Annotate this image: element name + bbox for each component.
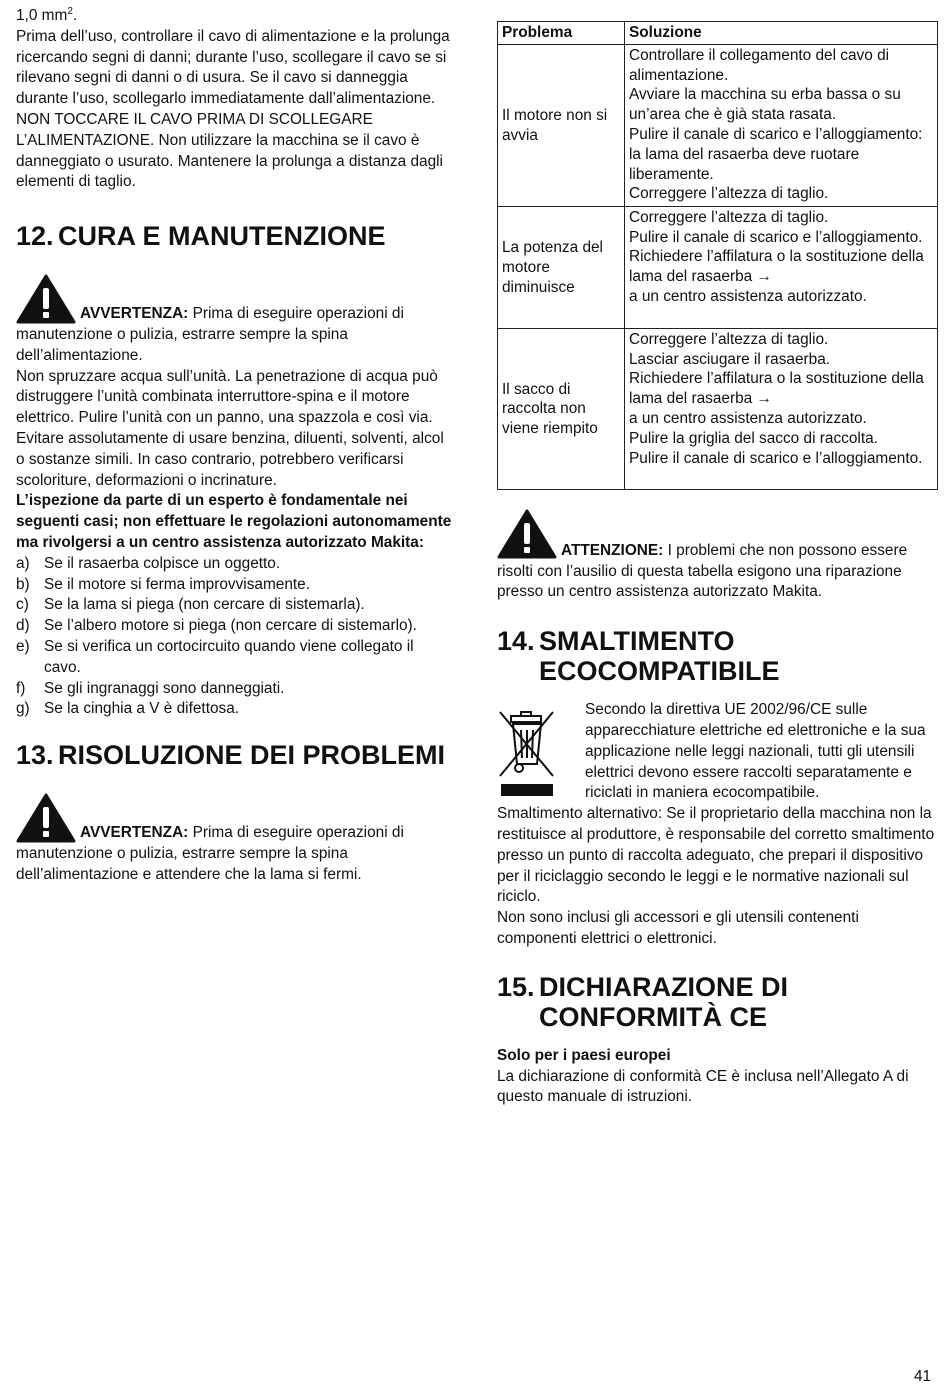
section-15-subhead: Solo per i paesi europei [497,1046,671,1064]
list-item: f) Se gli ingranaggi sono danneggiati. [16,679,285,697]
inspection-list [16,554,454,720]
list-item: c) Se la lama si piega (non cercare di sistemarla). [16,596,365,614]
section-12-p1: Non spruzzare acqua sull’unità. La penetrazione di acqua può distruggere l’unità combinata interruttore-spina e il motore elettrico. Pulire l’unità con un panno, una spazzola e così via. [16,367,438,427]
list-item: b) Se il motore si ferma improvvisamente. [16,575,310,593]
crossed-bin-icon [497,706,557,798]
list-item: g) Se la cinghia a V è difettosa. [16,700,240,718]
section-12-bold-paragraph: L’ispezione da parte di un esperto è fondamentale nei seguenti casi; non effettuare le regolazioni autonomamente ma rivolgersi a un centro assistenza autorizzato Makita: [16,492,452,551]
solution-cell: Controllare il collegamento del cavo di alimentazione. Avviare la macchina su erba bassa o su un’area che è già stata rasata. Pulire il canale di scarico e l’alloggiamento: la lama del rasaerba deve ruotare liberamente. Correggere l’altezza di taglio. [625,44,938,206]
table-row [498,328,938,489]
page-number: 41 [914,1368,932,1385]
left-column [16,6,454,886]
solution-cell: Correggere l’altezza di taglio. Lasciar asciugare il rasaerba. Richiedere l’affilatura o la sostituzione della lama del rasaerba → a un centro assistenza autorizzato. Pulire la griglia del sacco di raccolta. Pulire il canale di scarico e l’alloggiamento. [625,328,938,489]
intro-paragraph: Prima dell’uso, controllare il cavo di alimentazione e la prolunga ricercando segni di danni; durante l’uso, scollegare il cavo se si rilevano segni di danni o di usura. Se il cavo si danneggia durante l’uso, scollegarlo immediatamente dall’alimentazione. NON TOCCARE IL CAVO PRIMA DI SCOLLEGARE L’ALIMENTAZIONE. Non utilizzare la macchina se il cavo è danneggiato o usurato. Mantenere la prolunga a distanza dagli elementi di taglio. [16,27,450,191]
problem-cell: La potenza del motore diminuisce [498,206,625,328]
section-12-p2: Evitare assolutamente di usare benzina, diluenti, solventi, alcol o sostanze simili. In caso contrario, potrebbero verificarsi scoloriture, deformazioni o incrinature. [16,429,444,489]
right-column [497,21,937,1108]
warning-icon [497,509,557,559]
attention-note: ATTENZIONE: I problemi che non possono essere risolti con l’ausilio di questa tabella esigono una riparazione presso un centro assistenza autorizzato Makita. [497,512,937,603]
warning-icon [16,274,76,324]
solution-cell: Correggere l’altezza di taglio. Pulire il canale di scarico e l’alloggiamento. Richiedere l’affilatura o la sostituzione della lama del rasaerba → a un centro assistenza autorizzato. [625,206,938,328]
problem-cell: Il motore non si avvia [498,44,625,206]
section-14-p3: Non sono inclusi gli accessori e gli utensili contenenti componenti elettrici o elettronici. [497,909,859,947]
list-item: a) Se il rasaerba colpisce un oggetto. [16,554,281,572]
list-item: e) Se si verifica un cortocircuito quando viene collegato il cavo. [16,637,414,676]
section-14-body [497,700,937,950]
intro-unit: 1,0 $mm^2$. [16,5,78,24]
list-item: d) Se l’albero motore si piega (non cercare di sistemarlo). [16,617,417,635]
section-12-warning: AVVERTENZA: Prima di eseguire operazioni di manutenzione o pulizia, estrarre sempre la spina dell’alimentazione. [16,277,454,366]
section-14-p1: Secondo la direttiva UE 2002/96/CE sulle apparecchiature elettriche ed elettroniche e la sua applicazione nelle leggi nazionali, tutti gli utensili elettrici devono essere raccolti separatamente e riciclati in maniera ecocompatibile. [585,701,926,802]
column-header-problem: Problema [498,22,625,45]
section-14-heading: 14. SMALTIMENTO ECOCOMPATIBILE [497,626,780,687]
column-header-solution: Soluzione [625,22,938,45]
warning-icon [16,793,76,843]
section-13-heading: 13. RISOLUZIONE DEI PROBLEMI [16,740,446,771]
section-15-p1: La dichiarazione di conformità CE è inclusa nell’Allegato A di questo manuale di istruzioni. [497,1067,909,1106]
table-row [498,44,938,206]
section-14-p2: Smaltimento alternativo: Se il proprietario della macchina non la restituisce al produttore, è responsabile del corretto smaltimento presso un punto di raccolta adeguato, che prepari il dispositivo per il riciclaggio secondo le leggi e le normative nazionali sul riciclo. [497,805,935,906]
table-row [498,206,938,328]
section-13-warning: AVVERTENZA: Prima di eseguire operazioni di manutenzione o pulizia, estrarre sempre la spina dell’alimentazione e attendere che la lama si fermi. [16,796,454,885]
troubleshooting-table [497,21,938,490]
problem-cell: Il sacco di raccolta non viene riempito [498,328,625,489]
table-header-row [498,22,938,45]
section-15-heading: 15. DICHIARAZIONE DI CONFORMITÀ CE [497,971,788,1032]
section-12-heading: 12. CURA E MANUTENZIONE [16,221,386,252]
